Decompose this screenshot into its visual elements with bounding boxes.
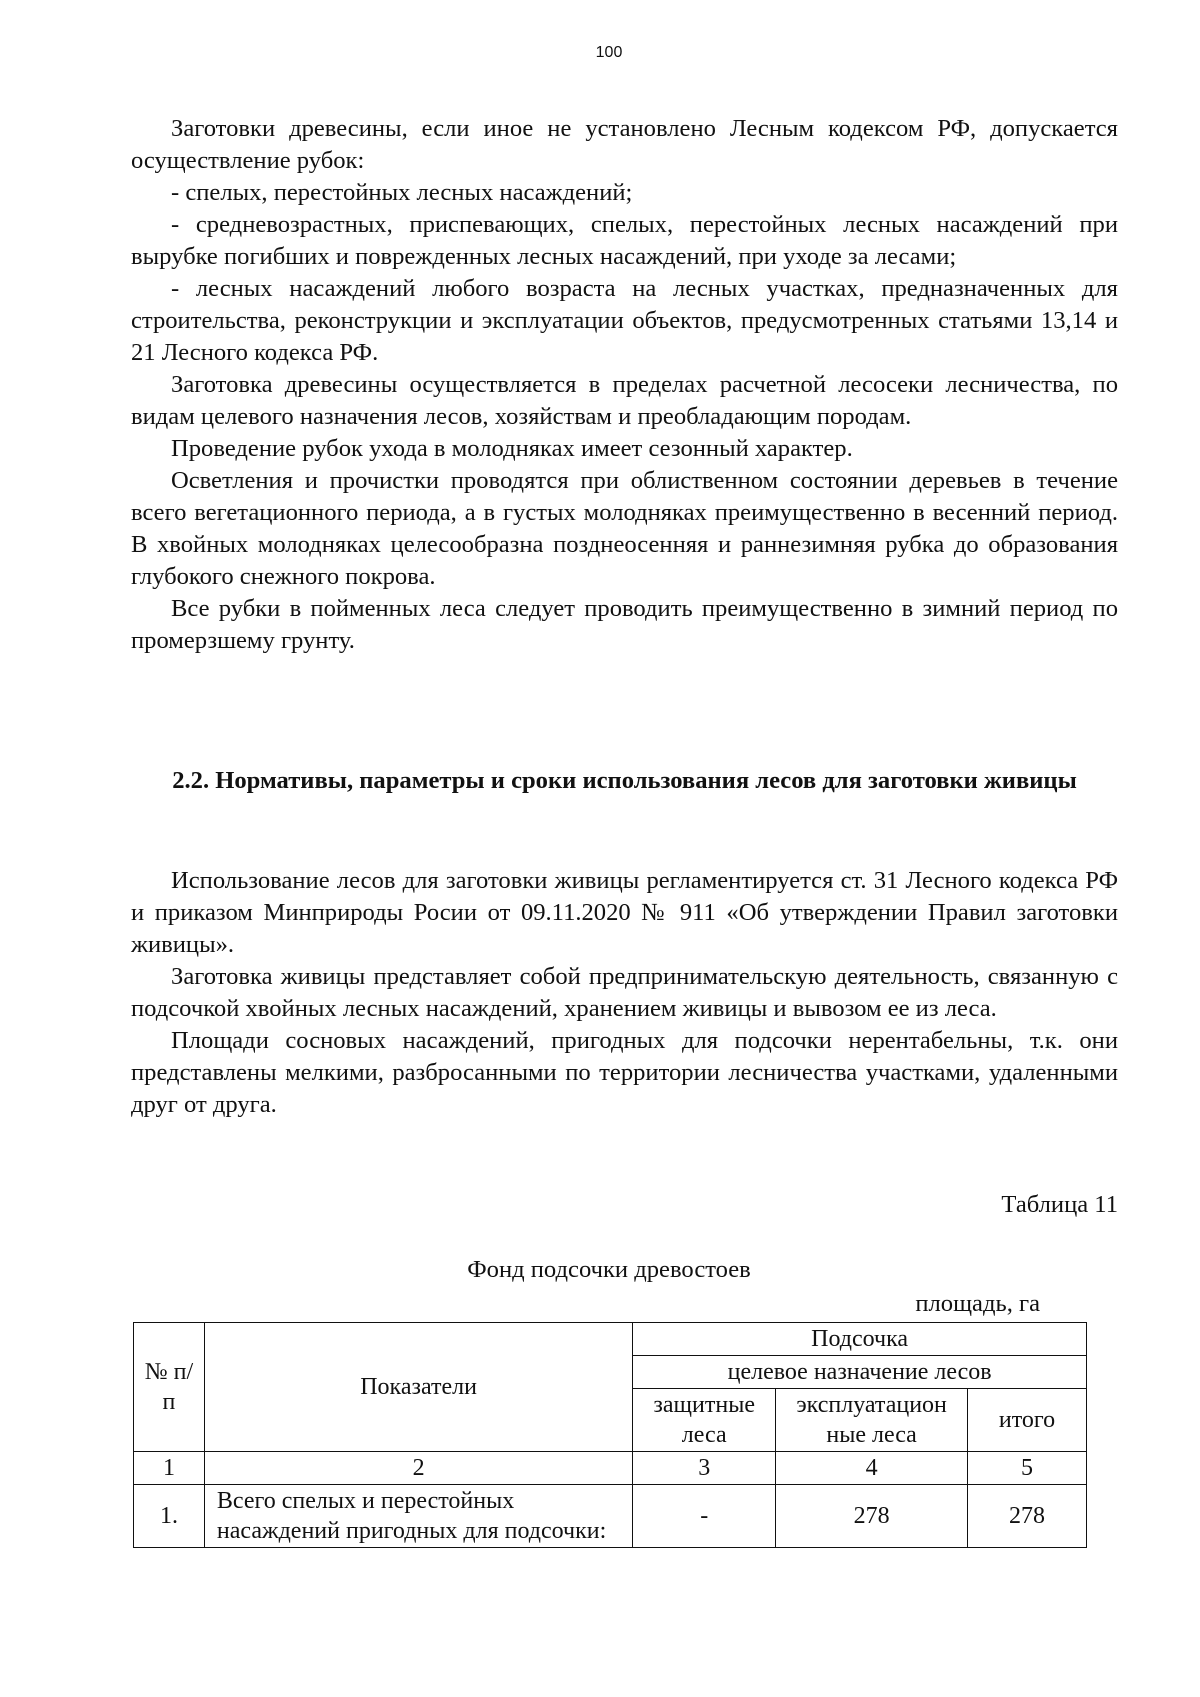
row-exploitation: 278 bbox=[776, 1485, 968, 1548]
column-number: 3 bbox=[633, 1452, 776, 1485]
column-number-row bbox=[134, 1452, 1087, 1485]
row-num: 1. bbox=[134, 1485, 205, 1548]
row-protective: - bbox=[633, 1485, 776, 1548]
row-total: 278 bbox=[968, 1485, 1087, 1548]
paragraph: Осветления и прочистки проводятся при облиственном состоянии деревьев в течение всего вегетационного периода, а в густых молодняках преимущественно в весенний период. В хвойных молодняках целесообразна позднеосенняя и раннезимняя рубка до образования глубокого снежного покрова. bbox=[131, 467, 1118, 590]
column-number: 2 bbox=[204, 1452, 632, 1485]
table-title: Фонд подсочки древостоев bbox=[467, 1256, 751, 1283]
paragraph: Все рубки в пойменных леса следует проводить преимущественно в зимний период по промерзшему грунту. bbox=[131, 595, 1118, 654]
header-exploitation: эксплуатацион ные леса bbox=[776, 1389, 968, 1452]
column-number: 5 bbox=[968, 1452, 1087, 1485]
header-total: итого bbox=[968, 1389, 1087, 1452]
table-row bbox=[134, 1485, 1087, 1548]
paragraph: Проведение рубок ухода в молодняках имеет сезонный характер. bbox=[171, 435, 853, 462]
header-group: Подсочка bbox=[633, 1323, 1087, 1356]
header-indicators: Показатели bbox=[204, 1323, 632, 1452]
paragraph: - спелых, перестойных лесных насаждений; bbox=[171, 179, 633, 206]
table-header-row bbox=[134, 1323, 1087, 1356]
table-label: Таблица 11 bbox=[1001, 1191, 1118, 1218]
header-num: № п/п bbox=[134, 1323, 205, 1452]
paragraph: Заготовка древесины осуществляется в пределах расчетной лесосеки лесничества, по видам целевого назначения лесов, хозяйствам и преобладающим породам. bbox=[131, 371, 1118, 430]
header-protective: защитные леса bbox=[633, 1389, 776, 1452]
paragraph: Заготовка живицы представляет собой предпринимательскую деятельность, связанную с подсочкой хвойных лесных насаждений, хранением живицы и вывозом ее из леса. bbox=[131, 963, 1118, 1022]
table-unit: площадь, га bbox=[915, 1290, 1040, 1317]
row-indicator: Всего спелых и перестойных насаждений пригодных для подсочки: bbox=[204, 1485, 632, 1548]
column-number: 1 bbox=[134, 1452, 205, 1485]
paragraph: - лесных насаждений любого возраста на лесных участках, предназначенных для строительства, реконструкции и эксплуатации объектов, предусмотренных статьями 13,14 и 21 Лесного кодекса РФ. bbox=[131, 275, 1118, 366]
section-body-text bbox=[131, 865, 1118, 1121]
fund-table bbox=[133, 1322, 1087, 1548]
page-number: 100 bbox=[595, 44, 623, 61]
body-text bbox=[131, 113, 1118, 657]
column-number: 4 bbox=[776, 1452, 968, 1485]
section-heading: 2.2. Нормативы, параметры и сроки использования лесов для заготовки живицы bbox=[172, 767, 1077, 794]
header-subgroup: целевое назначение лесов bbox=[633, 1356, 1087, 1389]
paragraph: - средневозрастных, приспевающих, спелых, перестойных лесных насаждений при вырубке погибших и поврежденных лесных насаждений, при уходе за лесами; bbox=[131, 211, 1118, 270]
paragraph: Использование лесов для заготовки живицы регламентируется ст. 31 Лесного кодекса РФ и приказом Минприроды Росии от 09.11.2020 № 911 «Об утверждении Правил заготовки живицы». bbox=[131, 867, 1118, 958]
paragraph: Площади сосновых насаждений, пригодных для подсочки нерентабельны, т.к. они представлены мелкими, разбросанными по территории лесничества участками, удаленными друг от друга. bbox=[131, 1027, 1118, 1118]
paragraph: Заготовки древесины, если иное не установлено Лесным кодексом РФ, допускается осуществление рубок: bbox=[131, 115, 1118, 174]
